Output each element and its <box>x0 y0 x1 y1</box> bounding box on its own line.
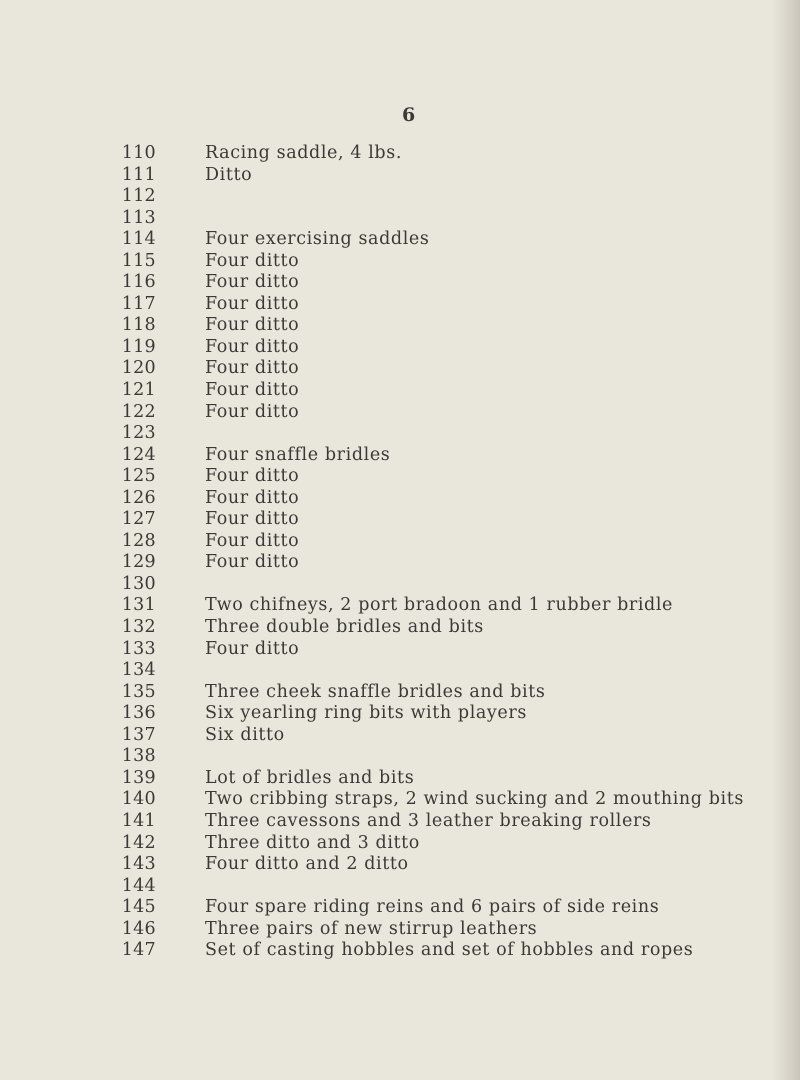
lot-row <box>0 940 800 962</box>
lot-number: 142 <box>121 832 156 853</box>
lot-number: 127 <box>121 509 156 530</box>
lot-number: 120 <box>121 358 156 379</box>
lot-row <box>0 272 800 294</box>
lot-number: 112 <box>121 186 156 207</box>
lot-number: 143 <box>121 854 156 875</box>
lot-row <box>0 251 800 273</box>
lot-row <box>0 423 800 445</box>
lot-number: 111 <box>121 164 156 185</box>
lot-row <box>0 833 800 855</box>
lot-description: Two chifneys, 2 port bradoon and 1 rubber bridle <box>205 595 674 616</box>
lot-description: Set of casting hobbles and set of hobbles and ropes <box>205 940 694 961</box>
lot-description: Four ditto <box>205 509 300 530</box>
lot-number: 126 <box>121 487 156 508</box>
lot-description: Four ditto <box>205 358 300 379</box>
lot-row <box>0 208 800 230</box>
lot-number: 113 <box>121 207 156 228</box>
lot-number: 136 <box>121 703 156 724</box>
lot-description: Lot of bridles and bits <box>205 767 415 788</box>
lot-number: 145 <box>121 897 156 918</box>
lot-row <box>0 294 800 316</box>
lot-description: Three cavessons and 3 leather breaking rollers <box>205 810 652 831</box>
lot-row <box>0 703 800 725</box>
lot-description: Three cheek snaffle bridles and bits <box>205 681 546 702</box>
lot-number: 128 <box>121 530 156 551</box>
lot-number: 129 <box>121 552 156 573</box>
lot-number: 134 <box>121 660 156 681</box>
lot-row <box>0 315 800 337</box>
lot-row <box>0 682 800 704</box>
lot-row <box>0 466 800 488</box>
lot-description: Racing saddle, 4 lbs. <box>205 143 402 163</box>
lot-description: Four ditto <box>205 552 300 573</box>
lot-description: Six yearling ring bits with players <box>205 703 527 724</box>
lot-description: Four exercising saddles <box>205 229 430 250</box>
lot-number: 123 <box>121 423 156 444</box>
lot-row <box>0 595 800 617</box>
lot-description: Four ditto and 2 ditto <box>205 854 409 875</box>
lot-number: 131 <box>121 595 156 616</box>
lot-row <box>0 876 800 898</box>
lot-description: Four ditto <box>205 315 300 336</box>
lot-row <box>0 337 800 359</box>
page-number: 6 <box>402 104 416 126</box>
lot-row <box>0 725 800 747</box>
lot-row <box>0 617 800 639</box>
lot-row <box>0 509 800 531</box>
lot-description: Four ditto <box>205 380 300 401</box>
lot-number: 133 <box>121 638 156 659</box>
lot-row <box>0 789 800 811</box>
lot-number: 135 <box>121 681 156 702</box>
lot-description: Four ditto <box>205 272 300 293</box>
lot-description: Four ditto <box>205 336 300 357</box>
lot-number: 140 <box>121 789 156 810</box>
lot-row <box>0 854 800 876</box>
lot-row <box>0 919 800 941</box>
lot-number: 121 <box>121 380 156 401</box>
lot-description: Four ditto <box>205 487 300 508</box>
lot-number: 110 <box>121 143 156 163</box>
lot-number: 144 <box>121 875 156 896</box>
lot-row <box>0 660 800 682</box>
lot-row <box>0 229 800 251</box>
lot-description: Ditto <box>205 164 253 185</box>
lot-row <box>0 746 800 768</box>
lot-description: Two cribbing straps, 2 wind sucking and 2 mouthing bits <box>205 789 744 810</box>
lot-row <box>0 552 800 574</box>
lot-number: 124 <box>121 444 156 465</box>
lot-row <box>0 358 800 380</box>
lot-description: Four ditto <box>205 401 300 422</box>
lot-row <box>0 897 800 919</box>
lot-row <box>0 639 800 661</box>
lot-description: Three double bridles and bits <box>205 617 484 638</box>
lot-number: 122 <box>121 401 156 422</box>
lot-row <box>0 811 800 833</box>
lot-number: 141 <box>121 810 156 831</box>
lot-row <box>0 402 800 424</box>
lot-description: Four spare riding reins and 6 pairs of side reins <box>205 897 660 918</box>
lot-number: 130 <box>121 573 156 594</box>
lot-row <box>0 165 800 187</box>
lot-number: 147 <box>121 940 156 961</box>
lot-description: Four ditto <box>205 250 300 271</box>
lot-number: 118 <box>121 315 156 336</box>
lot-row <box>0 488 800 510</box>
lot-row <box>0 445 800 467</box>
lot-number: 116 <box>121 272 156 293</box>
lot-row <box>0 531 800 553</box>
lot-description: Three pairs of new stirrup leathers <box>205 918 538 939</box>
lot-number: 117 <box>121 293 156 314</box>
lot-number: 115 <box>121 250 156 271</box>
lot-number: 138 <box>121 746 156 767</box>
lot-row <box>0 574 800 596</box>
lot-description: Three ditto and 3 ditto <box>205 832 420 853</box>
lot-number: 146 <box>121 918 156 939</box>
lot-row <box>0 768 800 790</box>
lot-number: 114 <box>121 229 156 250</box>
lot-description: Four ditto <box>205 466 300 487</box>
lot-number: 132 <box>121 617 156 638</box>
lot-row <box>0 380 800 402</box>
lot-description: Four ditto <box>205 638 300 659</box>
lot-row <box>0 186 800 208</box>
lot-description: Four ditto <box>205 293 300 314</box>
lot-number: 119 <box>121 336 156 357</box>
lot-description: Four ditto <box>205 530 300 551</box>
lot-row <box>0 143 800 165</box>
lot-number: 137 <box>121 724 156 745</box>
lot-number: 139 <box>121 767 156 788</box>
lot-description: Six ditto <box>205 724 285 745</box>
lot-description: Four snaffle bridles <box>205 444 391 465</box>
lot-list <box>0 143 800 962</box>
lot-number: 125 <box>121 466 156 487</box>
